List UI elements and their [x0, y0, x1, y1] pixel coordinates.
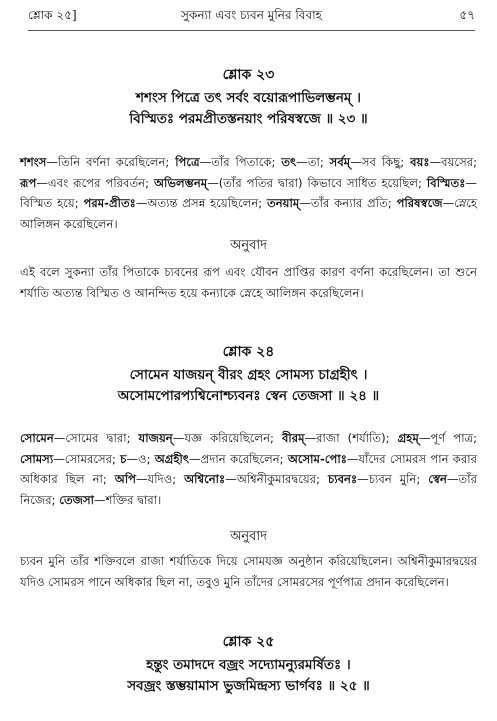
synonym-term: চ: [120, 451, 127, 466]
synonym-term: পিত্রে: [175, 155, 200, 169]
synonym-meaning: তাঁর নিজের;: [20, 472, 477, 507]
synonym-term: অশ্বিনোঃ: [184, 472, 226, 486]
synonym-meaning: রাজা (শর্যাতি);: [316, 431, 398, 445]
synonym-meaning: (তাঁর পতির দ্বারা) কিভাবে সাধিত হয়েছিল;: [218, 175, 427, 190]
verse-heading: শ্লোক ২৪: [222, 344, 275, 360]
synonym-term: রূপ: [20, 175, 37, 190]
synonym-term: স্বেন: [428, 472, 447, 486]
synonym-meaning: তা;: [307, 155, 330, 169]
synonym-term: অপি: [114, 472, 137, 486]
synonym-dash: —: [136, 472, 148, 486]
header-verse-ref: শ্লোক ২৫]: [28, 8, 77, 22]
verse-text-25: [20, 655, 477, 697]
synonym-dash: —: [36, 175, 48, 190]
verse-text-23: [20, 88, 477, 130]
translation-paragraph: এই বলে সুকন্যা তাঁর পিতাকে চ্যবনের রূপ এবং যৌবন প্রাপ্তির কারণ বর্ণনা করেছিলেন। তা শুনে শর্যাতি অত্যন্ত বিস্মিত ও আনন্দিত হয়ে কন্যাকে স্নেহে আলিঙ্গন করেছিলেন।: [20, 265, 477, 300]
verse-line: অসোমপোরপ্যশ্বিনোশ্চ্যবনঃ স্বেন তেজসা ॥ ২৪ ॥: [117, 388, 380, 404]
synonyms-paragraph: [20, 152, 477, 234]
header-chapter-title: সুকন্যা এবং চ্যবন মুনির বিবাহ: [181, 8, 322, 22]
synonym-meaning: যদিও;: [147, 472, 185, 486]
verse-text-24: [20, 365, 477, 407]
synonym-meaning: অশ্বিনীকুমারদ্বয়ের;: [236, 472, 328, 486]
verse-heading: শ্লোক ২৩: [222, 67, 275, 83]
synonym-dash: —: [199, 155, 212, 169]
synonym-meaning: চ্যবন মুনি;: [368, 472, 429, 486]
synonym-meaning: সোমরসের;: [64, 451, 121, 466]
synonym-dash: —: [207, 175, 219, 190]
synonym-term: তেজসা: [59, 492, 95, 507]
verse-line: বিস্মিতঃ পরমপ্রীতস্তনয়াং পরিষস্বজে ॥ ২৩ ॥: [129, 111, 368, 127]
synonym-term: পরম-প্রীতঃ: [83, 196, 136, 210]
synonym-term: তনয়াম্‌: [267, 196, 300, 210]
synonym-dash: —: [418, 431, 431, 445]
page-header: [28, 6, 475, 28]
translation-paragraph: চ্যবন মুনি তাঁর শক্তিবলে রাজা শর্যাতিকে দিয়ে সোমযজ্ঞ অনুষ্ঠান করিয়েছিলেন। অশ্বিনীকুমারদ্বয়ের যদিও সোমরস পানে অধিকার ছিল না, তবুও মুনি তাঁদের সোমরসের পূর্ণপাত্র প্রদান করেছিলেন।: [20, 554, 477, 589]
synonym-term: অসোম-পোঃ: [287, 451, 347, 466]
synonym-term: অগ্রহীৎ: [154, 451, 190, 466]
synonym-dash: —: [299, 196, 311, 210]
synonym-term: বীরম্‌: [281, 431, 305, 445]
synonym-dash: —: [357, 472, 369, 486]
synonym-term: শশংস: [20, 155, 47, 169]
synonym-dash: —: [429, 155, 442, 169]
synonym-meaning: অত্যন্ত প্রসন্ন হয়েছিলেন;: [147, 196, 268, 210]
synonym-meaning: এবং রূপের পরিবর্তন;: [47, 175, 155, 190]
synonym-dash: —: [126, 451, 139, 466]
synonym-meaning: তিনি বর্ণনা করেছিলেন;: [57, 155, 176, 169]
translation-label-container: [20, 528, 477, 546]
verse-section-23: [20, 66, 477, 84]
synonym-dash: —: [346, 451, 359, 466]
synonym-meaning: ও;: [138, 451, 155, 466]
translation-label-container: [20, 237, 477, 255]
synonym-dash: —: [465, 175, 477, 190]
verse-line: শশংস পিত্রে তৎ সর্বং বয়োরূপাভিলম্ভনম্‌ ।: [136, 90, 361, 106]
synonym-term: অভিলম্ভনম্‌: [154, 175, 208, 190]
synonym-term: তৎ: [281, 155, 297, 169]
synonym-term: বয়ঃ: [410, 155, 430, 169]
synonym-meaning: যাঁদের সোমরস পান করার অধিকার ছিল না;: [20, 451, 477, 486]
synonym-term: সোমস্য: [20, 451, 54, 466]
synonym-dash: —: [172, 431, 185, 445]
header-rule: [28, 30, 475, 31]
synonyms-list: [20, 431, 477, 507]
synonym-dash: —: [46, 155, 58, 169]
synonym-dash: —: [350, 155, 362, 169]
synonym-dash: —: [225, 472, 237, 486]
synonym-term: গ্রহম্‌: [397, 431, 419, 445]
synonym-meaning: বিস্মিত হয়ে;: [20, 196, 84, 210]
synonym-dash: —: [189, 451, 201, 466]
synonym-meaning: পূর্ণ পাত্র;: [430, 431, 477, 445]
synonym-meaning: সোমের দ্বারা;: [65, 431, 139, 445]
synonym-dash: —: [53, 431, 66, 445]
synonym-meaning: সব কিছু;: [361, 155, 411, 169]
synonyms-list: [20, 155, 477, 231]
translation-label: অনুবাদ: [230, 238, 267, 253]
synonym-term: বিস্মিতঃ: [426, 175, 466, 190]
synonym-meaning: তাঁর পিতাকে;: [211, 155, 282, 169]
synonym-dash: —: [135, 196, 148, 210]
synonym-meaning: তাঁর কন্যার প্রতি;: [310, 196, 397, 210]
synonym-dash: —: [296, 155, 308, 169]
synonym-dash: —: [53, 451, 65, 466]
synonym-term: সর্বম্‌: [329, 155, 351, 169]
synonym-meaning: শক্তির দ্বারা।: [105, 492, 162, 507]
synonym-term: চ্যবনঃ: [327, 472, 358, 486]
synonym-meaning: বয়সের;: [441, 155, 478, 169]
verse-line: হন্তুং তমাদদে বজ্রং সদ্যোমন্যুরমর্ষিতঃ ।: [146, 657, 351, 673]
verse-section-25: [20, 633, 477, 651]
page-number: ৫৭: [459, 8, 475, 22]
synonym-term: যাজয়ন্‌: [138, 431, 173, 445]
synonyms-paragraph: [20, 428, 477, 510]
verse-section-24: [20, 343, 477, 361]
synonym-meaning: যজ্ঞ করিয়েছিলেন;: [184, 431, 282, 445]
synonym-term: সোমেন: [20, 431, 54, 445]
synonym-dash: —: [304, 431, 317, 445]
synonym-meaning: প্রদান করেছিলেন;: [200, 451, 288, 466]
verse-line: সবজ্রং স্তম্ভয়ামাস ভুজমিন্দ্রস্য ভার্গবঃ ॥ ২৫ ॥: [127, 678, 370, 694]
synonym-dash: —: [442, 196, 455, 210]
translation-label: অনুবাদ: [230, 529, 267, 544]
synonym-dash: —: [94, 492, 106, 507]
verse-line: সোমেন যাজয়ন্‌ বীরং গ্রহং সোমস্য চাগ্রহীৎ ।: [129, 367, 368, 383]
synonym-term: পরিষস্বজে: [396, 196, 443, 210]
verse-heading: শ্লোক ২৫: [222, 634, 275, 650]
synonym-meaning: স্নেহে আলিঙ্গন করেছিলেন।: [20, 196, 478, 231]
synonym-dash: —: [446, 472, 459, 486]
